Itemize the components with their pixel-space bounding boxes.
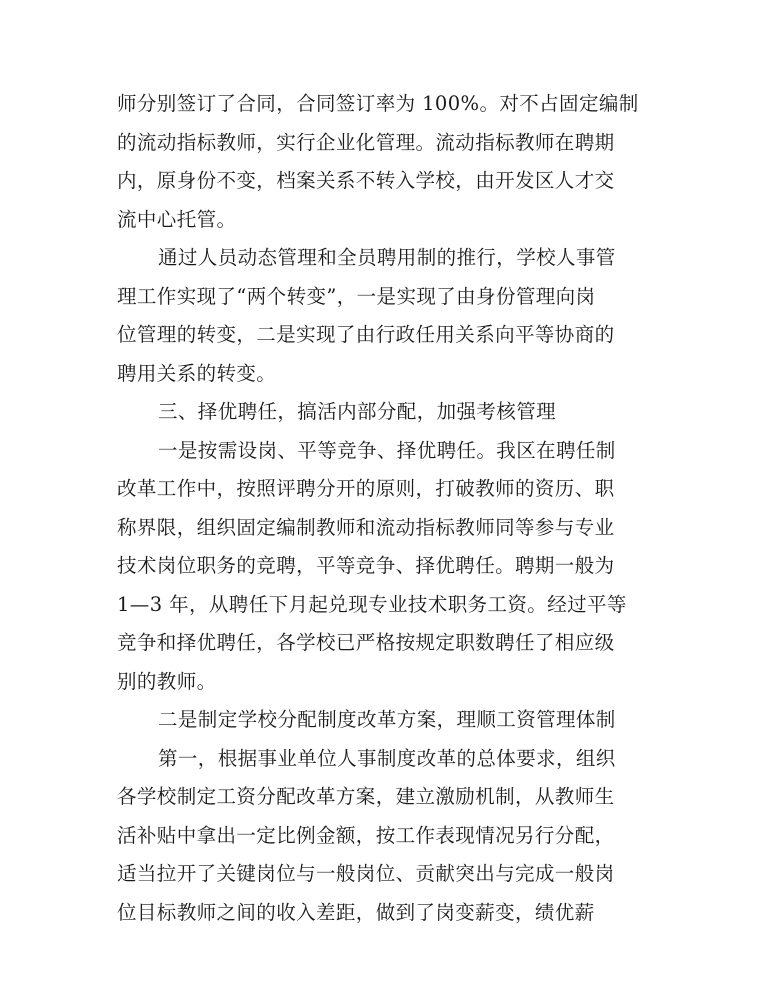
text-line: 聘用关系的转变。	[117, 361, 277, 385]
text-line: 别的教师。	[117, 669, 217, 693]
text-line: 活补贴中拿出一定比例金额，按工作表现情况另行分配，	[117, 823, 615, 847]
text-line: 流中心托管。	[117, 207, 237, 231]
text-line: 称界限，组织固定编制教师和流动指标教师同等参与专业	[117, 515, 615, 539]
text-line: 理工作实现了“两个转变”，一是实现了由身份管理向岗	[117, 284, 596, 308]
text-line: 师分别签订了合同，合同签订率为 100%。对不占固定编制	[117, 92, 639, 115]
text-line: 各学校制定工资分配改革方案，建立激励机制，从教师生	[117, 785, 615, 808]
text-line: 1—3 年，从聘任下月起兑现专业技术职务工资。经过平等	[117, 592, 627, 616]
subsection-heading: 二是制定学校分配制度改革方案，理顺工资管理体制	[158, 708, 616, 731]
text-line: 技术岗位职务的竞聘，平等竞争、择优聘任。聘期一般为	[117, 554, 615, 577]
text-line: 位目标教师之间的收入差距，做到了岗变薪变，绩优薪	[117, 900, 595, 924]
text-line: 的流动指标教师，实行企业化管理。流动指标教师在聘期	[117, 130, 615, 154]
paragraph-start-line: 一是按需设岗、平等竞争、择优聘任。我区在聘任制	[158, 438, 616, 462]
section-heading: 三、择优聘任，搞活内部分配，加强考核管理	[158, 400, 557, 423]
text-line: 适当拉开了关键岗位与一般岗位、贡献突出与完成一般岗	[117, 862, 615, 885]
body-text	[117, 85, 657, 932]
text-line: 改革工作中，按照评聘分开的原则，打破教师的资历、职	[117, 477, 615, 500]
paragraph-start-line: 通过人员动态管理和全员聘用制的推行，学校人事管	[158, 246, 616, 269]
text-line: 内，原身份不变，档案关系不转入学校，由开发区人才交	[117, 169, 615, 192]
text-line: 竞争和择优聘任，各学校已严格按规定职数聘任了相应级	[117, 631, 615, 654]
text-line: 位管理的转变，二是实现了由行政任用关系向平等协商的	[117, 323, 615, 346]
paragraph-start-line: 第一，根据事业单位人事制度改革的总体要求，组织	[158, 746, 616, 770]
